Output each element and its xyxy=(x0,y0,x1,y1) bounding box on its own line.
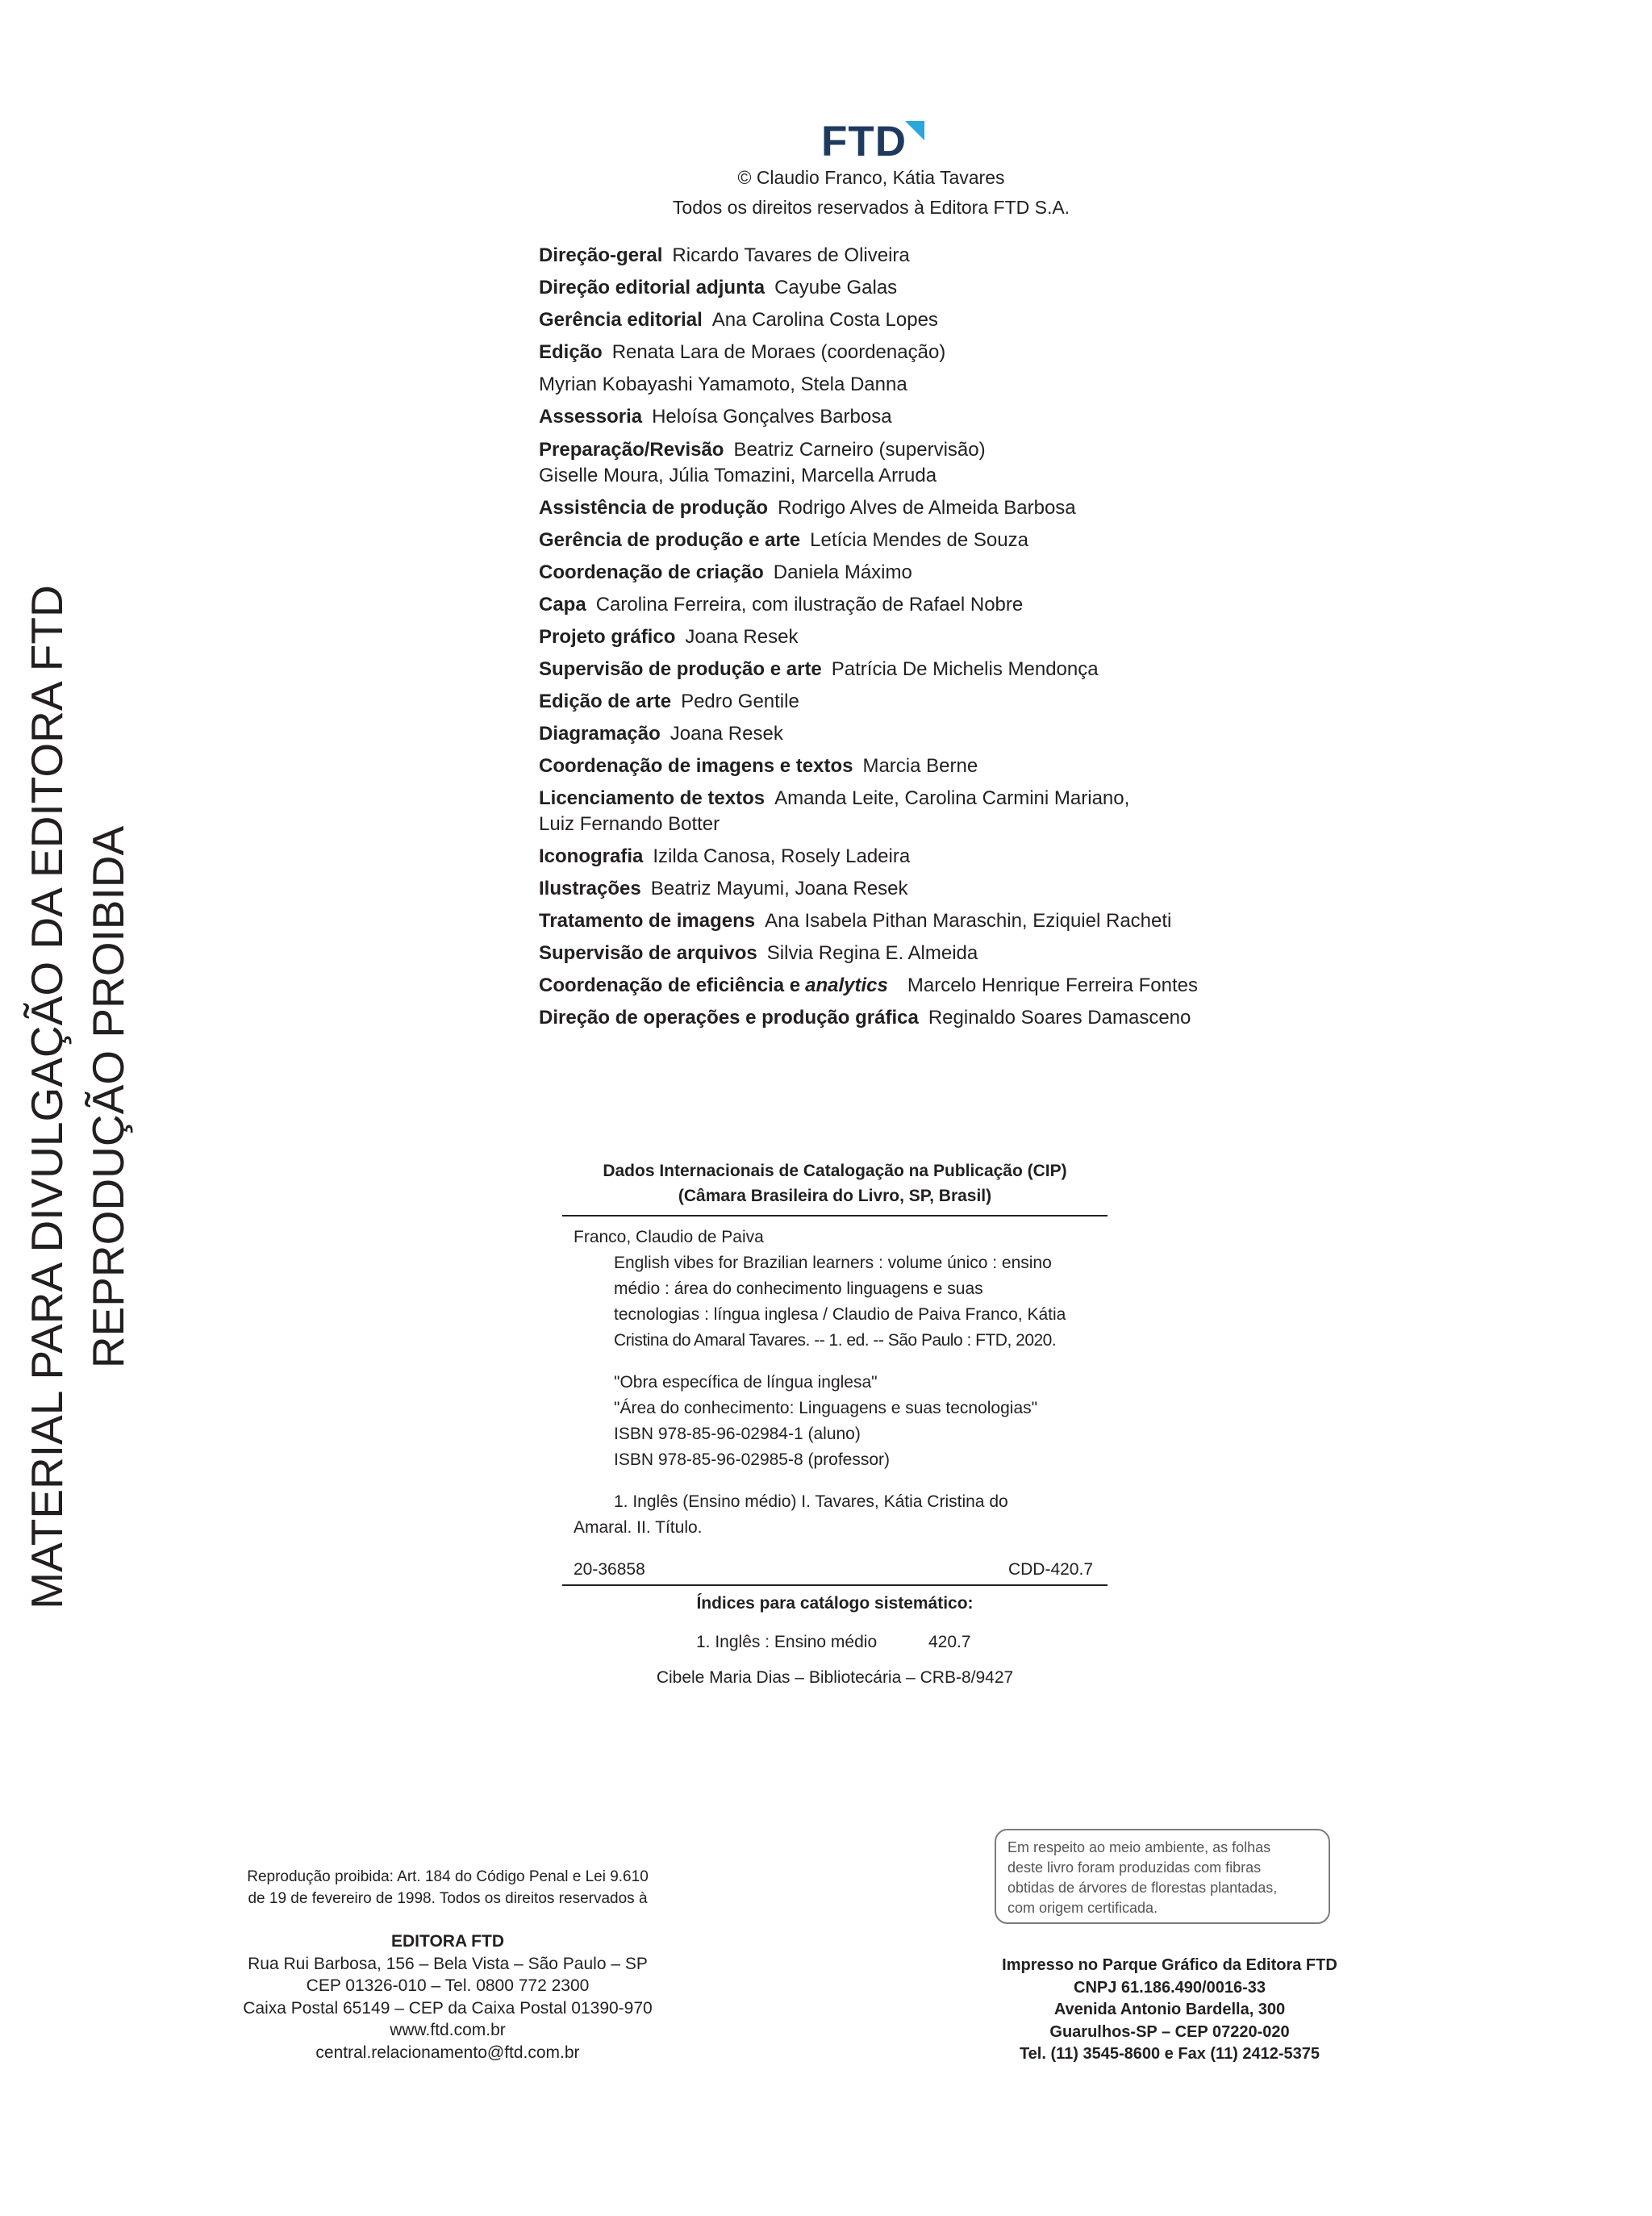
cip-isbn: ISBN 978-85-96-02985-8 (professor) xyxy=(614,1450,891,1469)
printer-line: Avenida Antonio Bardella, 300 xyxy=(1053,2001,1286,2018)
address-email: central.relacionamento@ftd.com.br xyxy=(315,2043,580,2062)
credit-role: Diagramação xyxy=(539,723,661,745)
credit-names: Ricardo Tavares de Oliveira xyxy=(672,244,910,266)
address-cep: CEP 01326-010 – Tel. 0800 772 2300 xyxy=(306,1976,590,1995)
credit-names: Beatriz Carneiro (supervisão) xyxy=(733,439,986,461)
legal-line: de 19 de fevereiro de 1998. Todos os direitos reservados à xyxy=(248,1890,648,1907)
environment-line: com origem certificada. xyxy=(1007,1900,1158,1916)
credit-role: Preparação/Revisão xyxy=(539,439,724,461)
credit-role: Edição de arte xyxy=(539,691,672,712)
credit-row xyxy=(539,1007,1191,1029)
credit-names: Myrian Kobayashi Yamamoto, Stela Danna xyxy=(539,374,907,395)
cip-description-line: Cristina do Amaral Tavares. -- 1. ed. -- São Paulo : FTD, 2020. xyxy=(614,1331,1057,1350)
copyright-line: © Claudio Franco, Kátia Tavares xyxy=(737,167,1005,188)
credit-role: Assistência de produção xyxy=(539,497,769,519)
address-po-box: Caixa Postal 65149 – CEP da Caixa Postal 01390-970 xyxy=(243,1998,653,2018)
cip-cdd: CDD-420.7 xyxy=(1007,1560,1093,1579)
credit-role: Coordenação de imagens e textos xyxy=(539,755,853,777)
credit-row xyxy=(539,561,912,584)
cip-index-entry: 1. Inglês : Ensino médio xyxy=(696,1633,878,1651)
credit-row xyxy=(539,974,1198,997)
cip-number: 20-36858 xyxy=(574,1560,645,1579)
cip-author: Franco, Claudio de Paiva xyxy=(574,1228,764,1246)
printer-line: CNPJ 61.186.490/0016-33 xyxy=(1074,1978,1266,1997)
credit-role: Coordenação de criação xyxy=(539,561,764,583)
credit-role: Edição xyxy=(539,341,603,363)
cip-description-line: médio : área do conhecimento linguagens e suas xyxy=(614,1279,983,1298)
credit-role: Iconografia xyxy=(539,845,644,867)
credit-row xyxy=(539,277,897,299)
credit-names: Pedro Gentile xyxy=(681,691,799,712)
credit-names: Daniela Máximo xyxy=(773,561,912,583)
publisher-name: EDITORA FTD xyxy=(391,1932,504,1951)
cip-description-line: English vibes for Brazilian learners : volume único : ensino xyxy=(614,1254,1052,1272)
credit-row xyxy=(539,942,978,965)
logo-corner-mark-icon xyxy=(905,121,924,140)
cip-index-title: Índices para catálogo sistemático: xyxy=(696,1594,974,1613)
credit-row xyxy=(539,497,1076,520)
credit-row xyxy=(539,244,910,267)
watermark-line-2: REPRODUÇÃO PROIBIDA xyxy=(83,825,133,1369)
printer-line: Guarulhos-SP – CEP 07220-020 xyxy=(1049,2022,1290,2041)
credit-role: Supervisão de produção e arte xyxy=(539,658,822,680)
cip-subtitle: (Câmara Brasileira do Livro, SP, Brasil) xyxy=(678,1187,992,1205)
credit-names: Heloísa Gonçalves Barbosa xyxy=(652,406,892,428)
credit-names: Marcia Berne xyxy=(862,755,978,777)
credit-role-italic: analytics xyxy=(805,974,888,996)
credit-role: Assessoria xyxy=(539,406,643,428)
credit-row xyxy=(539,691,799,713)
credit-role: Gerência editorial xyxy=(539,309,703,331)
credit-names: Cayube Galas xyxy=(774,277,898,298)
publisher-address xyxy=(214,1930,682,2064)
cip-subject: Amaral. II. Título. xyxy=(574,1518,703,1537)
credit-role: Gerência de produção e arte xyxy=(539,529,801,551)
watermark xyxy=(16,573,210,1621)
credit-names: Silvia Regina E. Almeida xyxy=(766,942,978,964)
credit-names: Renata Lara de Moraes (coordenação) xyxy=(611,341,946,363)
credit-names: Ana Isabela Pithan Maraschin, Eziquiel Racheti xyxy=(765,910,1172,932)
credit-role: Licenciamento de textos xyxy=(539,787,766,809)
credit-names: Marcelo Henrique Ferreira Fontes xyxy=(907,974,1198,996)
credit-role: Direção editorial adjunta xyxy=(539,277,766,298)
cip-isbn: ISBN 978-85-96-02984-1 (aluno) xyxy=(614,1425,861,1443)
credit-names: Carolina Ferreira, com ilustração de Rafael Nobre xyxy=(595,594,1024,616)
credit-row xyxy=(539,845,910,868)
credit-row xyxy=(539,626,798,649)
environment-line: obtidas de árvores de florestas plantadas, xyxy=(1007,1880,1278,1896)
credit-names: Patrícia De Michelis Mendonça xyxy=(831,658,1099,680)
credit-role: Capa xyxy=(539,594,586,616)
credit-row xyxy=(539,813,720,836)
credit-names: Ana Carolina Costa Lopes xyxy=(711,309,938,331)
address-street: Rua Rui Barbosa, 156 – Bela Vista – São Paulo – SP xyxy=(248,1954,648,1973)
credit-role: Coordenação de eficiência e xyxy=(539,974,801,996)
cip-note: "Obra específica de língua inglesa" xyxy=(614,1373,878,1392)
watermark-line-1: MATERIAL PARA DIVULGAÇÃO DA EDITORA FTD xyxy=(22,585,72,1609)
credit-row xyxy=(539,658,1099,681)
cip-note: "Área do conhecimento: Linguagens e suas tecnologias" xyxy=(614,1399,1038,1417)
cip-title: Dados Internacionais de Catalogação na Publicação (CIP) xyxy=(603,1162,1067,1180)
ftd-logo xyxy=(821,119,921,165)
credit-role: Ilustrações xyxy=(539,878,641,899)
credit-role: Tratamento de imagens xyxy=(539,910,756,932)
credit-row xyxy=(539,723,783,745)
credit-names: Joana Resek xyxy=(670,723,783,745)
environment-line: deste livro foram produzidas com fibras xyxy=(1007,1859,1262,1876)
credit-row xyxy=(539,439,986,461)
credit-names: Amanda Leite, Carolina Carmini Mariano, xyxy=(774,787,1130,809)
credit-names: Beatriz Mayumi, Joana Resek xyxy=(650,878,908,899)
legal-notice xyxy=(214,1866,682,1909)
address-website: www.ftd.com.br xyxy=(390,2021,506,2039)
cip-librarian: Cibele Maria Dias – Bibliotecária – CRB-8/9427 xyxy=(656,1668,1014,1687)
credit-row xyxy=(539,529,1028,552)
credit-row xyxy=(539,309,938,332)
credit-row xyxy=(539,787,1129,810)
environment-notice-box xyxy=(995,1829,1330,1924)
cip-subject: 1. Inglês (Ensino médio) I. Tavares, Kátia Cristina do xyxy=(614,1492,1008,1511)
credit-row xyxy=(539,594,1023,616)
credit-names: Rodrigo Alves de Almeida Barbosa xyxy=(778,497,1076,519)
credit-row xyxy=(539,465,937,487)
cip-description-line: tecnologias : língua inglesa / Claudio de Paiva Franco, Kátia xyxy=(614,1305,1066,1324)
credit-row xyxy=(539,755,978,778)
legal-line: Reprodução proibida: Art. 184 do Código Penal e Lei 9.610 xyxy=(247,1868,649,1885)
credit-names: Izilda Canosa, Rosely Ladeira xyxy=(653,845,911,867)
credit-names: Joana Resek xyxy=(685,626,799,648)
rights-line: Todos os direitos reservados à Editora FTD S.A. xyxy=(672,197,1070,218)
credit-role: Projeto gráfico xyxy=(539,626,676,648)
printer-line: Impresso no Parque Gráfico da Editora FTD xyxy=(1002,1956,1337,1974)
credit-names: Letícia Mendes de Souza xyxy=(810,529,1028,551)
printer-line: Tel. (11) 3545-8600 e Fax (11) 2412-5375 xyxy=(1019,2045,1320,2063)
printer-info xyxy=(928,1955,1412,2066)
credit-row xyxy=(539,406,892,428)
cip-bottom-rule xyxy=(562,1584,1108,1586)
cip-top-rule xyxy=(562,1215,1108,1217)
logo-text: FTD xyxy=(821,118,907,165)
credit-names: Luiz Fernando Botter xyxy=(539,813,720,835)
credit-names: Reginaldo Soares Damasceno xyxy=(928,1007,1191,1029)
credit-row xyxy=(539,878,908,900)
credit-row xyxy=(539,910,1171,933)
credit-role: Direção-geral xyxy=(539,244,663,266)
credit-role: Direção de operações e produção gráfica xyxy=(539,1007,919,1029)
environment-line: Em respeito ao meio ambiente, as folhas xyxy=(1007,1839,1271,1855)
cip-index-code: 420.7 xyxy=(928,1633,971,1651)
credit-row xyxy=(539,374,907,396)
credit-row xyxy=(539,341,945,364)
credit-names: Giselle Moura, Júlia Tomazini, Marcella Arruda xyxy=(539,465,937,486)
credit-role: Supervisão de arquivos xyxy=(539,942,757,964)
